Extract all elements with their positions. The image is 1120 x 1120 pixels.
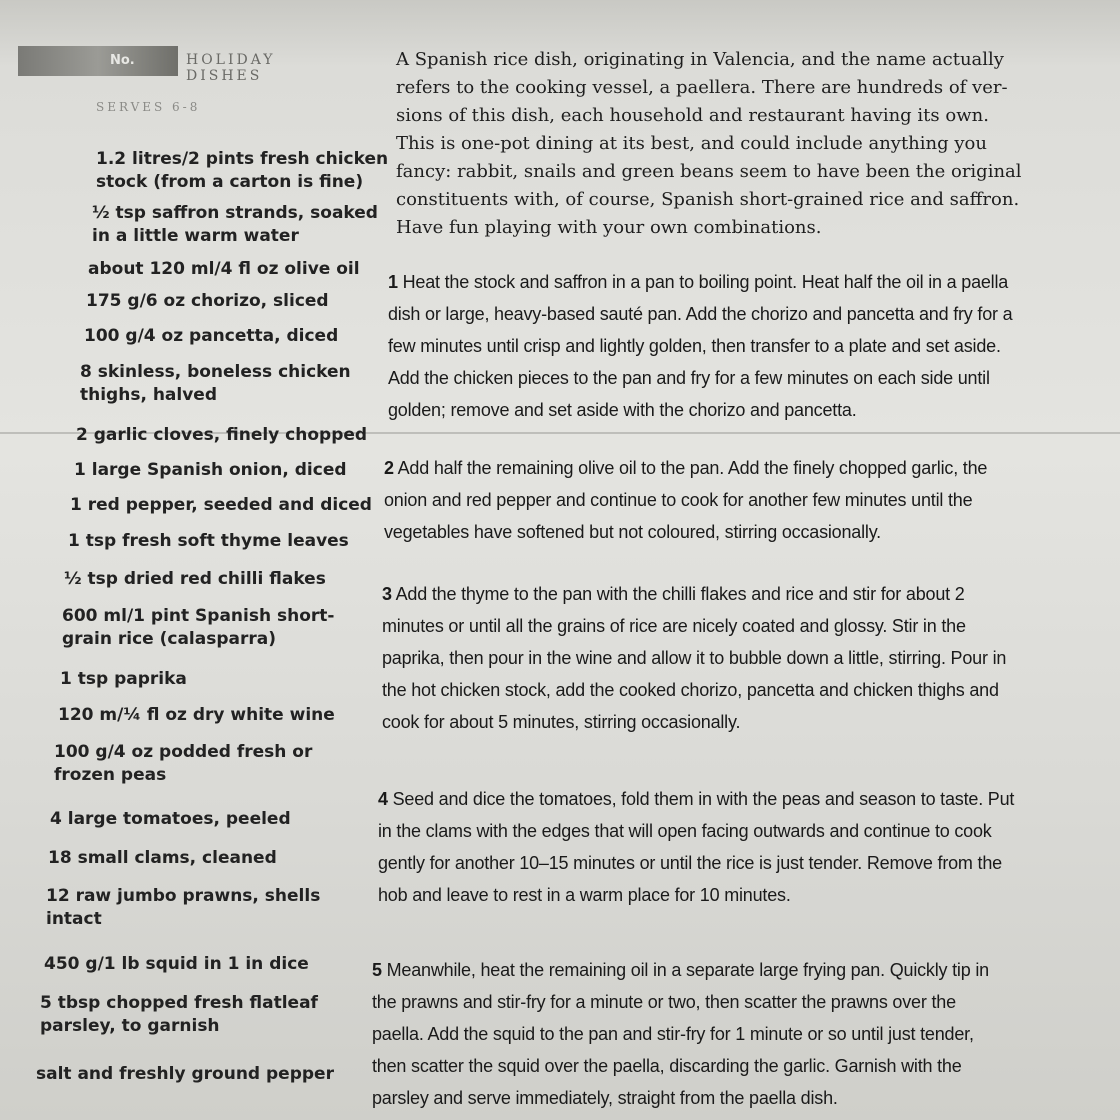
method-step-3: 3 Add the thyme to the pan with the chilli flakes and rice and stir for about 2 minutes or until all the grains of rice are nicely coated and glossy. Stir in the paprika, then pour in the wine and allow it to bubble down a little, stirring. Pour in the hot chicken stock, add the cooked chorizo, pancetta and chicken thighs and cook for about 5 minutes, stirring occasionally. xyxy=(382,584,1007,732)
section-tab xyxy=(18,46,178,76)
ingredient-item: 100 g/4 oz podded fresh or frozen peas xyxy=(54,742,313,785)
ingredient-item: 600 ml/1 pint Spanish short- grain rice (calasparra) xyxy=(62,606,335,649)
step-number: 1 xyxy=(388,272,398,292)
step-number: 4 xyxy=(378,789,388,809)
method-step-4: 4 Seed and dice the tomatoes, fold them in with the peas and season to taste. Put in the clams with the edges that will open facing outwards and continue to cook gently for another 10–15 minutes or until the rice is just tender. Remove from the hob and leave to rest in a warm place for 10 minutes. xyxy=(378,789,1015,905)
ingredient-item: 450 g/1 lb squid in 1 in dice xyxy=(44,954,309,974)
ingredient-item: 1.2 litres/2 pints fresh chicken stock (from a carton is fine) xyxy=(96,149,389,192)
step-number: 2 xyxy=(384,458,394,478)
ingredient-item: 1 large Spanish onion, diced xyxy=(74,460,347,480)
section-mark: No. xyxy=(110,53,135,68)
ingredient-item: 1 tsp paprika xyxy=(60,669,187,689)
intro-paragraph: A Spanish rice dish, originating in Valencia, and the name actually refers to the cooking vessel, a paellera. There are hundreds of ver- sions of this dish, each household and restaurant having its own. This is one-pot dining at its best, and could include anything you fancy: rabbit, snails and green beans seem to have been the original constituents with, of course, Spanish short-grained rice and saffron. Have fun playing with your own combinations. xyxy=(396,49,1022,238)
ingredient-item: 1 tsp fresh soft thyme leaves xyxy=(68,531,349,551)
method-step-1: 1 Heat the stock and saffron in a pan to boiling point. Heat half the oil in a paella dish or large, heavy-based sauté pan. Add the chorizo and pancetta and fry for a few minutes until crisp and lightly golden, then transfer to a plate and set aside. Add the chicken pieces to the pan and fry for a few minutes on each side until golden; remove and set aside with the chorizo and pancetta. xyxy=(388,272,1013,420)
ingredient-item: 8 skinless, boneless chicken thighs, halved xyxy=(80,362,351,405)
recipe-header xyxy=(18,46,358,84)
ingredient-item: 1 red pepper, seeded and diced xyxy=(70,495,372,515)
method-step-2: 2 Add half the remaining olive oil to the pan. Add the finely chopped garlic, the onion and red pepper and continue to cook for another few minutes until the vegetables have softened but not coloured, stirring occasionally. xyxy=(384,458,988,542)
section-title: HOLIDAY DISHES xyxy=(186,52,276,84)
ingredient-item: 100 g/4 oz pancetta, diced xyxy=(84,326,339,346)
ingredient-item: 18 small clams, cleaned xyxy=(48,848,277,868)
ingredient-item: about 120 ml/4 fl oz olive oil xyxy=(88,259,360,279)
ingredient-item: ½ tsp saffron strands, soaked in a little warm water xyxy=(92,203,378,246)
ingredient-item: 2 garlic cloves, finely chopped xyxy=(76,425,368,445)
method-step-5: 5 Meanwhile, heat the remaining oil in a separate large frying pan. Quickly tip in the prawns and stir-fry for a minute or two, then scatter the prawns over the paella. Add the squid to the pan and stir-fry for 1 minute or so until just tender, then scatter the squid over the paella, discarding the garlic. Garnish with the parsley and serve immediately, straight from the paella dish. xyxy=(372,960,989,1108)
ingredient-item: 175 g/6 oz chorizo, sliced xyxy=(86,291,329,311)
ingredient-item: 12 raw jumbo prawns, shells intact xyxy=(46,886,321,929)
ingredient-item: ½ tsp dried red chilli flakes xyxy=(64,569,326,589)
step-number: 5 xyxy=(372,960,382,980)
ingredient-item: 4 large tomatoes, peeled xyxy=(50,809,291,829)
ingredient-item: 120 m/¼ fl oz dry white wine xyxy=(58,705,335,725)
ingredient-item: 5 tbsp chopped fresh flatleaf parsley, to garnish xyxy=(40,993,318,1036)
ingredient-item: salt and freshly ground pepper xyxy=(36,1064,334,1084)
step-number: 3 xyxy=(382,584,392,604)
serves-label: SERVES 6-8 xyxy=(96,100,201,114)
